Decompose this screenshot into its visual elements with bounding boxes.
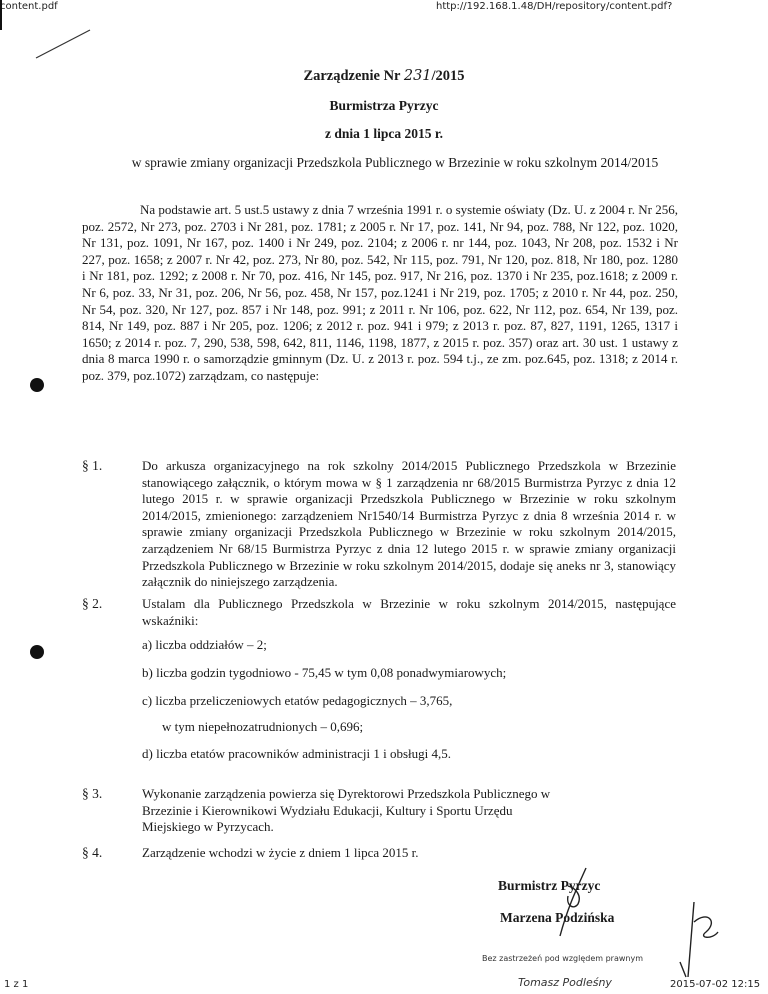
paragraph-number: § 1. <box>82 458 103 473</box>
legal-basis: Na podstawie art. 5 ust.5 ustawy z dnia 7 września 1991 r. o systemie oświaty (Dz. U. z 2004 r. Nr 256, poz. 2572, Nr 273, poz. 2703 i Nr 281, poz. 1781; z 2005 r. Nr 17, poz. 141, Nr 94, poz. 788, Nr 122, poz. 1020, Nr 131, poz. 1091, Nr 167, poz. 1400 i Nr 249, poz. 2104; z 2006 r. nr 144, poz. 1043, Nr 208, poz. 1532 i Nr 227, poz. 1658; z 2007 r. Nr 42, poz. 273, Nr 80, poz. 542, Nr 115, poz. 791, Nr 120, poz. 818, Nr 180, poz. 1280 i Nr 181, poz. 1292; z 2008 r. Nr 70, poz. 416, Nr 145, poz. 917, Nr 216, poz. 1370 i Nr 235, poz.1618; z 2009 r. Nr 6, poz. 33, Nr 31, poz. 206, Nr 56, poz. 458, Nr 157, poz.1241 i Nr 219, poz. 1705; z 2010 r. Nr 44, poz. 250, Nr 54, poz. 320, Nr 127, poz. 857 i Nr 148, poz. 991; z 2011 r. Nr 106, poz. 622, Nr 112, poz. 654, Nr 139, poz. 814, Nr 149, poz. 887 i Nr 205, poz. 1206; z 2012 r. poz. 941 i 979; z 2013 r. poz. 87, 827, 1191, 1265, 1317 i 1650; z 2014 r. poz. 7, 290, 538, 598, 642, 811, 1146, 1198, 1877, z 2015 r. poz. 357) oraz art. 30 ust. 1 ustawy z dnia 8 marca 1990 r. o samorządzie gminnym (Dz. U. z 2013 r. poz. 594 t.j., ze zm. poz.645, poz. 1318; z 2014 r. poz. 379, poz.1072) zarządzam, co następuje: <box>82 202 678 383</box>
signature-name: Marzena Podzińska <box>500 910 615 925</box>
initials-scribble <box>668 892 728 982</box>
indicator-item: d) liczba etatów pracowników administracji 1 i obsługi 4,5. <box>142 746 452 761</box>
legal-review-note: Bez zastrzeżeń pod względem prawnym <box>482 954 644 963</box>
signature-role: Burmistrz Pyrzyc <box>498 878 601 893</box>
paragraph-number: § 2. <box>82 596 103 611</box>
pdf-url: http://192.168.1.48/DH/repository/content.pdf? <box>436 1 673 12</box>
punch-hole <box>30 378 44 392</box>
paragraph-text: Wykonanie zarządzenia powierza się Dyrektorowi Przedszkola Publicznego w Brzezinie i Kierownikowi Wydziału Edukacji, Kultury i Sportu Urzędu Miejskiego w Pyrzycach. <box>142 786 551 835</box>
document-title <box>0 68 768 85</box>
issuer: Burmistrza Pyrzyc <box>329 98 439 113</box>
signature-scribble <box>538 866 598 941</box>
paragraph-number: § 3. <box>82 786 103 801</box>
indicator-item: b) liczba godzin tygodniowo - 75,45 w tym 0,08 ponadwymiarowych; <box>142 665 507 680</box>
scan-edge-mark <box>0 0 10 30</box>
page-counter: 1 z 1 <box>4 979 29 990</box>
date-line: z dnia 1 lipca 2015 r. <box>324 126 443 141</box>
subject: w sprawie zmiany organizacji Przedszkola Publicznego w Brzezinie w roku szkolnym 2014/2015 <box>131 155 659 170</box>
paragraph-number: § 4. <box>82 845 103 860</box>
indicator-item: a) liczba oddziałów – 2; <box>142 637 267 652</box>
punch-hole <box>30 645 44 659</box>
paragraph-text: Ustalam dla Publicznego Przedszkola w Brzezinie w roku szkolnym 2014/2015, następujące wskaźniki: <box>142 596 676 628</box>
title-prefix: Zarządzenie Nr <box>303 68 401 84</box>
pdf-filename: content.pdf <box>0 1 58 12</box>
paragraph-text: Zarządzenie wchodzi w życie z dniem 1 lipca 2015 r. <box>142 845 419 860</box>
handwritten-number: 231 <box>403 68 432 84</box>
indicator-item: c) liczba przeliczeniowych etatów pedagogicznych – 3,765, <box>142 693 453 708</box>
indicator-item: w tym niepełnozatrudnionych – 0,696; <box>162 719 364 734</box>
pen-stroke-mark <box>34 28 94 63</box>
print-datetime: 2015-07-02 12:15 <box>670 979 761 990</box>
reviewer-name: Tomasz Podleśny <box>518 976 612 989</box>
title-suffix: /2015 <box>431 68 465 84</box>
paragraph-text: Do arkusza organizacyjnego na rok szkolny 2014/2015 Publicznego Przedszkola w Brzezinie stanowiącego załącznik, o którym mowa w § 1 zarządzenia nr 68/2015 Burmistrza Pyrzyc z dnia 12 lutego 2015 r. w sprawie organizacji Przedszkola Publicznego w Brzezinie w roku szkolnym 2014/2015, zmienionego: zarządzeniem Nr1540/14 Burmistrza Pyrzyc z dnia 8 września 2014 r. w sprawie zmiany organizacji Przedszkola Publicznego w Brzezinie w roku szkolnym 2014/2015, zarządzeniem Nr 68/15 Burmistrza Pyrzyc z dnia 12 lutego 2015 r. w sprawie zmiany organizacji Przedszkola Publicznego w Brzezinie w roku szkolnym 2014/2015, dodaje się aneks nr 3, stanowiący załącznik do niniejszego zarządzenia. <box>142 458 676 590</box>
